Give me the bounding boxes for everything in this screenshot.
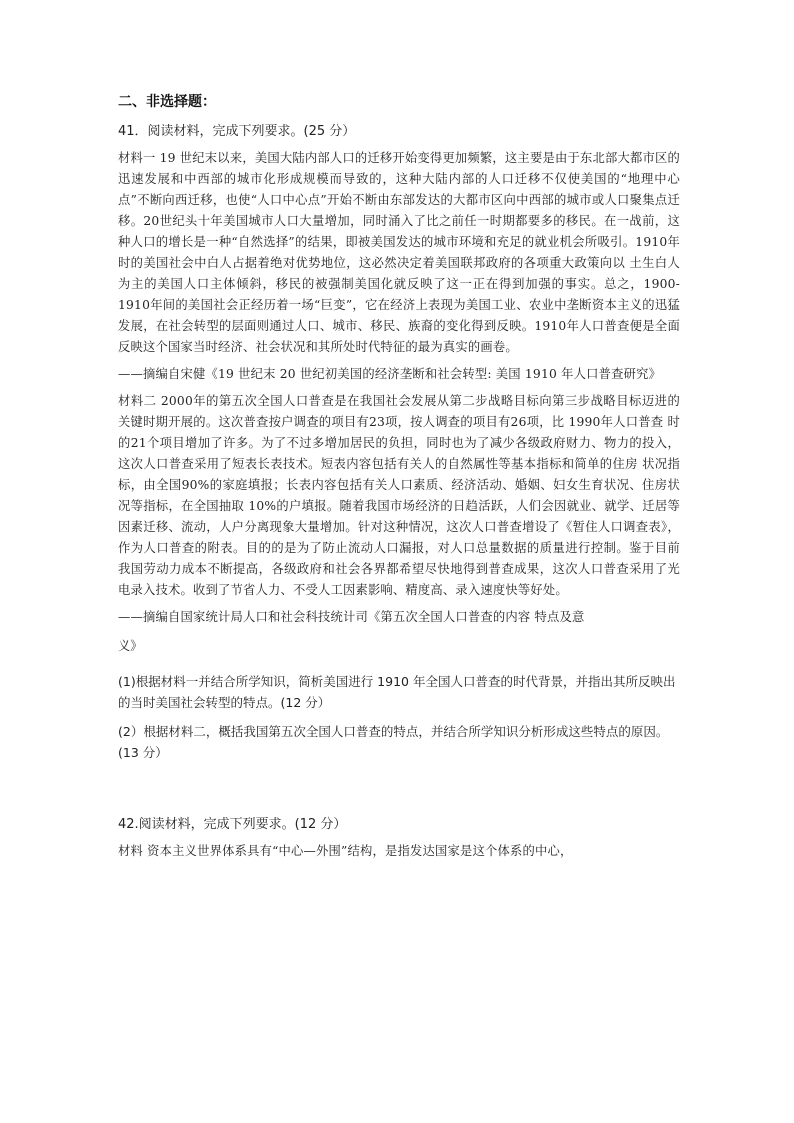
q41-material-two-source: ——摘编自国家统计局人口和社会科技统计司《第五次全国人口普查的内容 特点及意 xyxy=(118,610,585,624)
q41-material-two-source-tail: 义》 xyxy=(118,639,143,653)
q42-material: 材料 资本主义世界体系具有“中心—外围”结构，是指发达国家是这个体系的中心， xyxy=(118,844,573,858)
q41-subquestion-1: (1)根据材料一并结合所学知识，简析美国进行 1910 年全国人口普查的时代背景，并指出其所反映出 的当时美国社会转型的特点。(12 分） xyxy=(118,674,676,710)
question-42-heading: 42.阅读材料，完成下列要求。(12 分） xyxy=(118,817,347,832)
q41-material-two: 材料二 2000年的第五次全国人口普查是在我国社会发展从第二步战略目标向第三步战略目标迈进的 关键时期开展的。这次普查按户调查的项目有23项，按人调查的项目有26项，比 1990年人口普查 时的21个项目增加了许多。为了不过多增加居民的负担，同时也为了减少各级政府财力、物力的投入，这次人口普查采用了短表长表技术。短表内容包括有关人的自然属性等基本指标和简单的住房 状况指标，由全国90%的家庭填报；长表内容包括有关人口素质、经济活动、婚姻、妇女生育状况、住房状况等指标，在全国抽取 10%的户填报。随着我国市场经济的日趋活跃，人们会因就业、就学、迁居等因素迁移、流动，人户分离现象大量增加。针对这种情况，这次人口普查增设了《暂住人口调查表》，作为人口普查的附表。目的的是为了防止流动人口漏报，对人口总量数据的质量进行控制。鉴于目前我国劳动力成本不断提高，各级政府和社会各界都希望尽快地得到普查成果，这次人口普查采用了光电录入技术。收到了节省人力、不受人工因素影响、精度高、录入速度快等好处。 xyxy=(118,394,680,597)
spacer xyxy=(118,771,680,815)
q41-material-one-source: ——摘编自宋健《19 世纪末 20 世纪初美国的经济垄断和社会转型: 美国 1910 年人口普查研究》 xyxy=(118,367,662,381)
exam-page xyxy=(118,92,680,868)
question-41-heading: 41．阅读材料，完成下列要求。(25 分） xyxy=(118,124,356,139)
q41-material-one: 材料一 19 世纪末以来，美国大陆内部人口的迁移开始变得更加频繁，这主要是由于东北部大都市区的 迅速发展和中西部的城市化形成规模而导致的，这种大陆内部的人口迁移不仅使美国的“地理中心点”不断向西迁移，也使“人口中心点”开始不断由东部发达的大都市区向中西部的城市或人口聚集点迁移。20世纪头十年美国城市人口大量增加，同时涌入了比之前任一时期都要多的移民。在一战前，这种人口的增长是一种“自然选择”的结果，即被美国发达的城市环境和充足的就业机会所吸引。1910年时的美国社会中白人占据着绝对优势地位，这必然决定着美国联邦政府的各项重大政策向以 土生白人为主的美国人口主体倾斜，移民的被强制美国化就反映了这一正在得到加强的事实。总之，1900-1910年间的美国社会正经历着一场“巨变”，它在经济上表现为美国工业、农业中垄断资本主义的迅猛发展，在社会转型的层面则通过人口、城市、移民、族裔的变化得到反映。1910年人口普查便是全面反映这个国家当时经济、社会状况和其所处时代特征的最为真实的画卷。 xyxy=(118,151,680,354)
section-title: 二、非选择题： xyxy=(118,94,216,110)
q41-subquestion-2: (2）根据材料二，概括我国第五次全国人口普查的特点，并结合所学知识分析形成这些特点的原因。 (13 分） xyxy=(118,724,669,760)
